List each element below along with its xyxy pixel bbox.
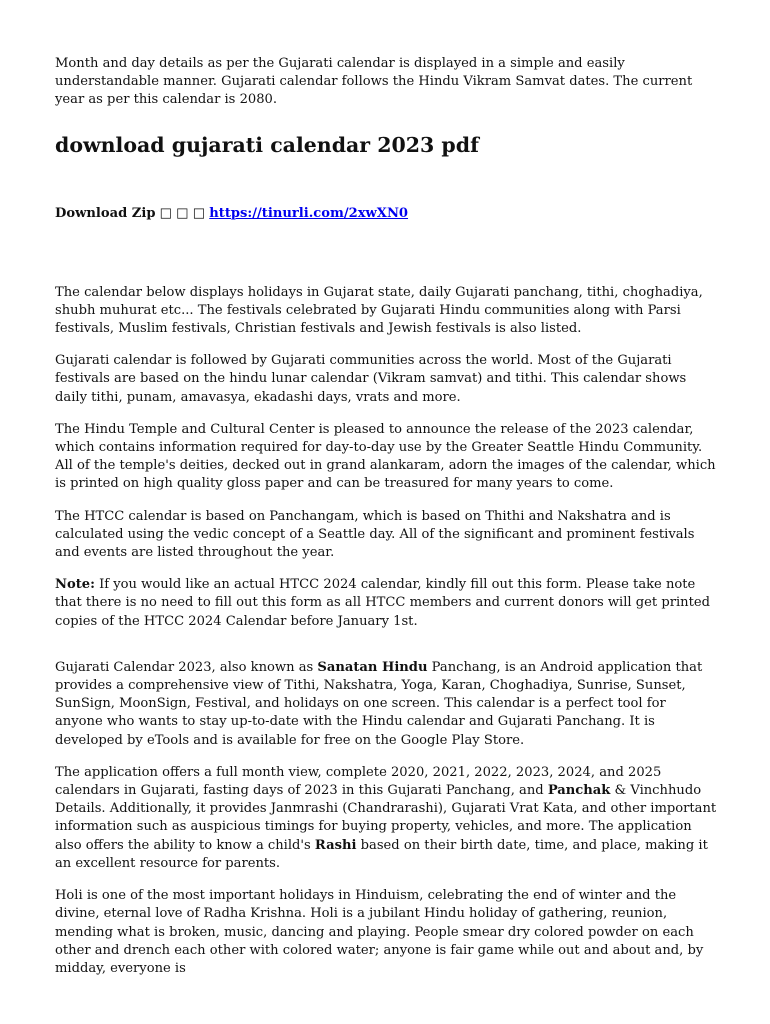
download-link[interactable]: https://tinurli.com/2xwXN0 [209,205,409,221]
page-title: download gujarati calendar 2023 pdf [55,132,479,157]
arrow-glyphs: □ □ □ [155,205,210,221]
note-text: If you would like an actual HTCC 2024 calendar, kindly fill out this form. Please take note that there is no need to fill out this form as all HTCC members and current donors will get printed copies of the HTCC 2024 Calendar before January 1st. [55,577,710,629]
paragraph-htcc-release: The Hindu Temple and Cultural Center is pleased to announce the release of the 2023 calendar, which contains information required for day-to-day use by the Greater Seattle Hindu Community. All of the temple's deities, decked out in grand alankaram, adorn the images of the calendar, which is printed on high quality gloss paper and can be treasured for many years to come. [55,421,716,492]
sanatan-hindu-bold: Sanatan Hindu [317,659,428,675]
rashi-bold: Rashi [314,837,357,853]
app-features-text-a: The application offers a full month view, complete 2020, 2021, 2022, 2023, 2024, and 2025 calendars in Gujarati, fasting days of 2023 in this Gujarati Panchang, and [55,764,662,799]
app-intro-text-a: Gujarati Calendar 2023, also known as [55,659,318,675]
document-page [55,55,717,978]
download-line [55,205,717,223]
paragraph-holidays: The calendar below displays holidays in Gujarat state, daily Gujarati panchang, tithi, choghadiya, shubh muhurat etc... The festivals celebrated by Gujarati Hindu communities along with Parsi festivals, Muslim festivals, Christian festivals and Jewish festivals is also listed. [55,284,703,337]
paragraph-gujarati-calendar: Gujarati calendar is followed by Gujarati communities across the world. Most of the Gujarati festivals are based on the hindu lunar calendar (Vikram samvat) and tithi. This calendar shows daily tithi, punam, amavasya, ekadashi days, vrats and more. [55,353,687,405]
app-features-text-b: & Vinchhudo Details. Additionally, it provides Janmrashi (Chandrarashi), Gujarati Vrat Kata, and other important information such as auspicious timings for buying property, vehicles, and more. The application also offers the ability to know a child's [55,783,717,853]
paragraph-app-features [55,764,717,873]
app-intro-text-b: Panchang, is an Android application that provides a comprehensive view of Tithi, Nakshatra, Yoga, Karan, Choghadiya, Sunrise, Sunset, SunSign, MoonSign, Festival, and holidays on one screen. This calendar is a perfect tool for anyone who wants to stay up-to-date with the Hindu calendar and Gujarati Panchang. It is developed by eTools and is available for free on the Google Play Store. [55,659,703,748]
note-label: Note: [55,577,95,593]
app-features-text-c: based on their birth date, time, and place, making it an excellent resource for parents. [55,837,708,871]
download-label: Download Zip [55,205,156,221]
panchak-bold: Panchak [547,783,611,799]
paragraph-note [55,576,717,631]
paragraph-holi: Holi is one of the most important holidays in Hinduism, celebrating the end of winter and the divine, eternal love of Radha Krishna. Holi is a jubilant Hindu holiday of gathering, reunion, mending what is broken, music, dancing and playing. People smear dry colored powder on each other and drench each other with colored water; anyone is fair game while out and about and, by midday, everyone is [55,888,704,976]
paragraph-app-intro [55,659,717,750]
intro-paragraph: Month and day details as per the Gujarati calendar is displayed in a simple and easily understandable manner. Gujarati calendar follows the Hindu Vikram Samvat dates. The current year as per this calendar is 2080. [55,56,693,108]
paragraph-htcc-panchangam: The HTCC calendar is based on Panchangam, which is based on Thithi and Nakshatra and is calculated using the vedic concept of a Seattle day. All of the significant and prominent festivals and events are listed throughout the year. [55,508,695,561]
